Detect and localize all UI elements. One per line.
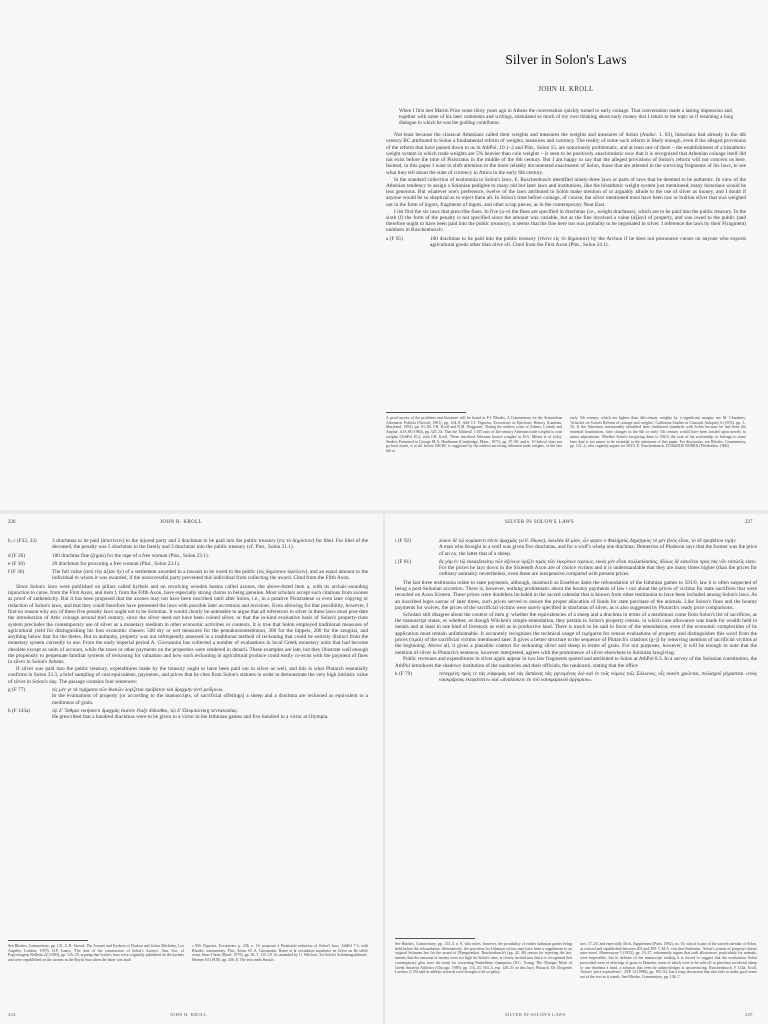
- law-text: He prescribed that a hundred drachmas were to be given to a victor in the Isthmian games and five hundred to a victor at Olympia.: [52, 714, 329, 721]
- body-paragraph: I list first the six laws that prescribe fines. In five (a–e) the fines are specified in drachmas (i.e., weight drachmas), which are to be paid into the public treasury. In the sixth (f) the form of the penalty is not specified since the amount was variable, but as the fine involved a value (ἀξίαν) of property, and was owed to the public (and therefore ought to have been paid into the public treasury), it seems that the fine here too was probably to be negotiated in silver. I reference the laws by their F(ragment) numbers in Ruschenbusch:: [386, 208, 746, 234]
- greek-quote: τεταγμένη πρός τε τὰς εἰσφορὰς καὶ τὰς δαπάνας τὰς γιγνομένας διὸ καὶ ἐν τοῖς νόμοις τοῖς Σόλωνος, οἷς οὐκέτι χρῶνται, πολλαχοῦ γέγραπται «τοὺς ναυκράρους ἐκπράττειν» καὶ «ἀναλίσκειν ἐκ τοῦ ναυκραρικοῦ ἀργυρίου».: [439, 670, 757, 684]
- law-text: In the evaluations of property [or according to the manuscripts, of sacrificial offerings] a sheep and a drachma are reckoned as equivalent to a medimnos of grain.: [52, 693, 368, 706]
- law-entry: [395, 538, 757, 557]
- intro-text: When I first met Martin Price some thirty years ago in Athens the conversation quickly turned to early coinage. That conversation made a lasting impression and, together with some of his later comments and writings, stimulated so much of my own thinking about early money that I return to the topic as if resuming a long dialogue in which he was the guiding contributor.: [399, 108, 733, 127]
- law-text: 100 drachmas to be paid into the public treasury (τίνειν εἰς τὸ δημόσιον) by the Archon if he does not pronounce curses on anyone who exports agricultural goods other than olive oil. Cited from the First Axon (Plut., Solon 24.1).: [430, 235, 746, 249]
- law-ref: f (F 36): [8, 569, 25, 576]
- footnote-rule: [386, 412, 466, 413]
- body-column-first: [386, 132, 746, 250]
- article-author: JOHN H. KROLL: [538, 86, 594, 93]
- footnotes-227: [395, 942, 757, 980]
- next-page-number: 224: [8, 1012, 16, 1017]
- body-paragraph: Not least because the classical Athenians called their weights and measures the weights and measures of Solon (Andoc. 1. 83), historians had already in the 4th century BC attributed to Solon a fundamental reform of weights, measures and currency. The reality of some such reform is likely enough, even if the alleged provisions of the reform that have passed down to us in AthPol. 10.1–2 and Plut., Solon 15, are notoriously problematic, and at least one of them – the establishment of a bistathmic weight system in which trade weights are 5% heavier than coin weights – is seen to be positively anachronistic now that it is recognized that Athenian coinage itself did not exist before the time of Pisistratus in the middle of the 6th century. But I am happy to say that the alleged provisions of Solon's reform will not concern us here. Instead, in this paper I want to shift attention to the more reliably documented enactments of Solon, those that are attested in the surviving fragments of his laws, to see what they tell about the state of currency in Attica in the early 6th century.: [386, 132, 746, 176]
- law-ref: j (F 81): [395, 558, 411, 565]
- law-text: 20 drachmas for procuring a free woman (Plut., Solon 23.1).: [52, 560, 181, 567]
- next-running-head: JOHN H. KROLL: [170, 1012, 208, 1017]
- body-column-227: [395, 536, 757, 686]
- law-text: A man who brought in a wolf was given five drachmas, and for a wolf's whelp one drachma; Demetrios of Phaleron says that the former was the price of an ox, the latter that of a sheep.: [439, 544, 757, 557]
- page-first: [0, 0, 768, 510]
- greek-quote: λύκον δὲ τῷ κομίσαντι πέντε δραχμὰς (scil. ἔδωκε), λυκιδέα δὲ μίαν, ὧν φησιν ὁ Φαληρεὺς Δημήτριος τὸ μὲν βοὸς εἶναι, τὸ δὲ προβάτου τιμήν.: [439, 538, 737, 544]
- page-226: [0, 514, 383, 1024]
- law-ref: b, c (F32, 33): [8, 538, 37, 544]
- footnote-column: [386, 416, 562, 454]
- law-ref: d (F 26): [8, 552, 26, 559]
- body-paragraph: Public revenues and expenditures in silver again appear in two law fragments quoted and attributed to Solon at AthPol 8.3. In a survey of the Solonian constitution, the AthPol introduces the shadowy institution of the naukraries and their officials, the naukraroi, stating that the office: [395, 656, 757, 669]
- running-head: JOHN H. KROLL: [160, 520, 203, 525]
- footnote-column: [570, 416, 746, 454]
- law-ref: i (F 92): [395, 538, 411, 544]
- law-entry: [386, 236, 746, 249]
- footnote-text: c.500. Figueira, Excursions, p. 236, n. 16, proposes a Pisistratid redaction of Solon's laws. AthPol 7.3, with Rhodes' commentary; Plut., Solon 18. A. Giovannini, Rome et la circulation monétaire en Grèce au IIe siècle avant Jésus-Christ (Basel, 1978), pp. 36–7, 115–18. As amended by U. Wilcken, 'Zu Solon's Schätzungsklassen', Hermes 63 (1928), pp. 236–8. The text reads θυσιῶν.: [192, 944, 368, 963]
- law-entry: [395, 671, 757, 684]
- footnote-text: tors. 17–20, and especially, Dick, Supplement (Paris, 1982), no. 10, which is part of the sacred calendar of Solon, as revised and republished between 403 and 399. C.M.A. von den Oudenrijn, 'Solon's system of property-classes once more', Mnemosyne 5 (1952), pp. 19–27, vehemently argues that such allowances, particularly for animals, were impossible, but in defense of the manuscript reading it is forced to suggest that the evaluations Solon prescribed were of offerings of grain to Demeter, some of which were to be sold off to purchase sacrificial sheep or one drachma a head, a solution that even he acknowledges is unconvincing. Ruschenbusch, F 143a; Kroll, 'Solon's 'price-equivalents'', ZEP 14 (1986), pp. 185–92, has a long discussion that also fails to make good sense out of the text as it stands. See Rhodes, Commentary, pp. 136–7.: [580, 942, 757, 979]
- footnote-column: [192, 944, 368, 963]
- law-ref: k (F 79): [395, 670, 413, 677]
- next-page-number: 229: [745, 1012, 753, 1017]
- greek-quote: ἃς γὰρ ἐν τῷ ἑκκαιδεκάτῳ τῶν ἀξόνων ὁρίζει τιμὰς τῶν ἐκκρίτων ἱερείων, εἰκὸς μὲν εἶναι πολλαπλασίας, ἄλλως δὲ κἀκεῖναι πρὸς τὰς νῦν εὐτελεῖς εἰσιν.: [439, 558, 757, 565]
- footnote-text: See Rhodes, Commentary, pp. 153–4, n. 9, who notes, however, the possibility of earlier Isthmian games being held before the refoundation. Alternatively, the provision for Isthmian victors may have been a supplement to an original Solonian law for the award of Olympionikai. Ruschenbusch's (pp. 42, 46) reason for rejecting the law, namely that the amounts of money were too high for Solon's time, is clearly invalid now that it is recognized that contemporary gifts were the norm for rewarding Panhellenic champions (D.C. Young, The Olympic Myth of Greek Amateur Athletics (Chicago, 1985), pp. 115–33, 163–5, esp. 128–31 on this law). Plutarch, Dr. Diogenes Laertius (1.55) said in athletic rewards were brought to be so paltry.: [395, 942, 572, 975]
- law-ref: e (F 30): [8, 560, 25, 567]
- footnotes-first: [386, 416, 746, 454]
- law-entry: [8, 538, 368, 551]
- law-entry: [8, 553, 368, 559]
- body-paragraph: In the standard collection of testimonia to Solon's laws, E. Ruschenbusch identified ninety-three laws or parts of laws that he deemed to be authentic. In view of the Athenian tendency to assign a Solonian pedigree to many old but later laws and institutions, like the bistathmic weight system just mentioned, many historians would be less generous. But whatever one's preference, twelve of the laws attributed to Solon make mention of or arguably allude to the use of silver as money, and I doubt if anyone would be so skeptical as to reject them all. In Solon's time before coinage, of course, the silver mentioned must have been raw or bullion silver that was weighed out in the form of ingots, fragments of ingots, and other scrap pieces, as in the contemporary Near East.: [386, 176, 746, 208]
- law-text: 3 drachmas to be paid (ἀποτίνειν) to the injured party and 2 drachmas to be paid into the public treasury (εἰς τὸ δημόσιον) for libel. For libel of the deceased, the penalty was 5 drachmas to the family and 3 drachmas into the public treasury (cf. Plut., Solon 21.1).: [52, 538, 368, 551]
- footnotes-226: [8, 944, 368, 963]
- intro-paragraph: [399, 108, 733, 127]
- footnote-rule: [8, 940, 88, 941]
- footnote-text: See Rhodes, Commentary, pp. 131–5; R. Stroud, The Axones and Kyrbeis of Drakon and Solon (Berkeley, Los Angeles, London, 1979). H.P. Isaacs, 'The date of the construction of Solon's Axones', Ann. Soc. of Papyrologists Bulletin 22 (1983), pp. 125–35, arguing that Solon's laws were originally published on the kyrbeis and were republished on the axones in the Royal Stoa when the latter was built: [8, 944, 184, 963]
- law-text: The full value (ἀπὸ τὴν ἀξίαν ἣν) of a settlement awarded in a lawsuit to be owed to the public (εἰς δημόσιον ὀφείλειν), and an equal amount to the individual to whom it was awarded, if the unsuccessful party prevented this individual from collecting the award. Cited from the Fifth Axon.: [52, 569, 368, 582]
- greek-quote: εἰς μὲν γε τὰ τιμήματα τῶν θυσιῶν λογίζεται πρόβατον καὶ δραχμὴν ἀντὶ μεδίμνου.: [52, 687, 224, 694]
- footnote-rule: [395, 938, 475, 939]
- body-paragraph: Scholars still disagree about the context of item g: whether the equivalencies of a sheep and a drachma in terms of a medimnos come from Solon's list of sacrifices, as the manuscript states, or whether, as though Wilcken's simple emendation, they pertain to Solon's property census, in which case allowance was made for wealth held in metals and at least in one kind of livestock as well as in productive land. There is much to be said in favor of the emendation, even if the economic complexities of its application must remain unfathomable. It accurately recognizes the technical usage of τιμήματα for census evaluations of property and distinguishes this word from the prices (τιμαί) of the sacrificial victims mentioned later. It gives a better structure to the sequence of Plutarch's citations (g–j) by removing mention of sacrificial victims at the beginning. Above all, it gives a plausible context for reckoning silver and sheep in terms of grain. For our purposes, however, it will be enough to note that the mention of silver in Plutarch's sentence, however interpreted, agrees with the prominence of silver elsewhere in Solonian lawgiving.: [395, 611, 757, 656]
- body-column-226: [8, 536, 368, 723]
- page-number: 226: [8, 520, 16, 525]
- footnote-column: [8, 944, 184, 963]
- law-entry: [8, 687, 368, 706]
- law-entry: [8, 561, 368, 567]
- body-paragraph: The last three testimonia relate to state payments, although, inasmuch as Eusebius dates the refoundation of the Isthmian games to 581/0, law h is often suspected of being a post-Solonian accretion. There is, however, nothing problematic about the bounty payments of law i nor about the prices of victims for state sacrifices that were recorded on Axon Sixteen. These prices were doubtless included in the sacred calendar that is known from other testimonia to have been included among Solon's laws. As an inscribed leges sacrae of later times, such prices served to ensure the proper allocation of funds for state purchase of the animals. Like Solon's fines and the bounty payments for wolves, the prices of the sacrificial victims were surely specified in drachmas of silver, as is also suggested by Plutarch's ready price comparisons.: [395, 579, 757, 611]
- page-number: 227: [745, 520, 753, 525]
- footnote-column: [580, 942, 757, 980]
- law-ref: g (F 77): [8, 687, 26, 694]
- body-paragraph: Since Solon's laws were published on pillars called kyrbeis and on revolving wooden beams called axones, the above-listed item a, with its archaic-sounding injunction to curse, from the First Axon, and item f, from the Fifth Axon, have especially strong claims to being genuine. Most scholars accept such citations from axones as proof of authenticity. But it has been proposed that the axones may not have been inscribed until after Solon, i.e., in a putative Pisistratean or even later copying or redaction of Solon's laws, and that they could therefore have presented the laws with possible later accretions and revisions. Even allowing for that possibility, however, I find no reason why any of these five penalty laws ought not to be Solonian. It would clearly be untenable to argue that all references to silver in these laws must post-date the introduction of Attic coinage around mid century, since the silver need not have been coined silver, or that the in-kind evaluative basis of Solon's property-class system precludes the contemporary use of silver as a monetary medium in other economic activities or contexts. It is true that Solon employed traditional measures of agricultural yield for distinguishing his four economic classes: 500 dry or wet measures for the pentakosiomedimnoi, 300 for the hippeis, 200 for the zeugitai, and anything below that for the thetes. But in antiquity, property was not infrequently assessed in a traditional method of reckoning that could be entirely distinct from the monetary system currently in use. From the early imperial period A. Giovannini has collected a number of evaluations in local Greek monetary units that had become obsolete except as units of account, while the taxes or other payments on the properties were rendered in denarii. These examples are late, but they illustrate well enough the propensity to perpetuate familiar systems of reckoning for valuation and how such reckoning in agricultural produce could easily co-exist with the payment of fines in silver in Solon's Athens.: [8, 583, 368, 666]
- running-head: SILVER IN SOLON'S LAWS: [505, 520, 574, 525]
- law-entry: [395, 559, 757, 578]
- law-entry: [8, 569, 368, 582]
- page-227: [385, 514, 768, 1024]
- footnote-text: early 5th century, which are lighter than 4th-century weights by a significant margin; see M. Chambers, 'Aristotle on Solon's Reform of coinage and weights', California Studies in Classical Antiquity 6 (1974), pp. 1–16. If the Athenians intentionally identified their traditional standards with Solon because he had been the essential foundations, later changes in the 6th or early 5th century would have been foisted upon merely as minor adjustments. Whether Solon's lawgiving dates to 594/3, the year of his archonship, or belongs to some later date is too minor to be essential to the substance of this paper. For discussion, see Rhodes, Commentary, pp. 121–2, who cogently argues for 594/3. E. Ruschenbusch, ΣΟΛΩΝΟΣ ΝΟΜΟΙ (Wiesbaden, 1966).: [570, 416, 746, 449]
- law-ref: h (F 143a): [8, 707, 31, 714]
- body-paragraph: If silver was paid into the public treasury, expenditures made by the treasury ought to have been paid out in silver as well, and this is what Plutarch essentially confirms in Solon 23.3, a brief sampling of cost equivalents, payments, and prices that he cites from Solon's statutes in order to demonstrate the very high intrinsic value of silver in Solon's day. The passage contains four sentences:: [8, 666, 368, 685]
- law-text: For the prices he lays down in the Sixteenth Axon are of choice victims and it is understandable that they are many times higher (than the prices for ordinary animals); nevertheless, even these are inexpensive compared with present prices.: [439, 565, 757, 578]
- next-running-head: SILVER IN SOLON'S LAWS: [505, 1012, 566, 1017]
- law-text: 100 drachma fine (ζημία) for the rape of a free woman (Plut., Solon 23.1).: [52, 552, 209, 559]
- law-entry: [8, 708, 368, 721]
- footnote-text: A good survey of the problems and literature will be found in P.J. Rhodes, A Commentary on the Aristotelian Athenaion Politeia (Oxford, 1981), pp. 164–9. Add T.J. Figueira, Excursions in Epichoric History (Lanham, Maryland, 1993), pp. 61–84. J.H. Kroll and N.M. Waggoner, 'Dating the earliest coins of Athens, Corinth and Aegina', AJA 88 (1984), pp. 325–33. That the 'bilateral' 1:105 ratio of 4th-century Athenian trade weights to coin weights (AthPol 10.2, with J.H. Kroll, 'Three inscribed Athenian bronze weights' in D.G. Mitten et al. (eds), Studies Presented to George M.A. Hanfmann (Cambridge, Mass., 1971), pp. 87–90, and n. 10 below) does not go back much, if at all, before 500 BC is suggested by the earliest surviving Athenian trade weights, of the late 6th or: [386, 416, 562, 453]
- law-ref: a (F 65): [386, 235, 403, 242]
- footnote-column: [395, 942, 572, 980]
- article-title: Silver in Solon's Laws: [505, 52, 627, 67]
- greek-quote: τῷ δ' Ἴσθμια νικήσαντι δραχμὰς ἑκατὸν ἔταξε δίδοσθαι, τῷ δ' Ὀλυμπιονίκῃ πεντακοσίας.: [52, 707, 238, 714]
